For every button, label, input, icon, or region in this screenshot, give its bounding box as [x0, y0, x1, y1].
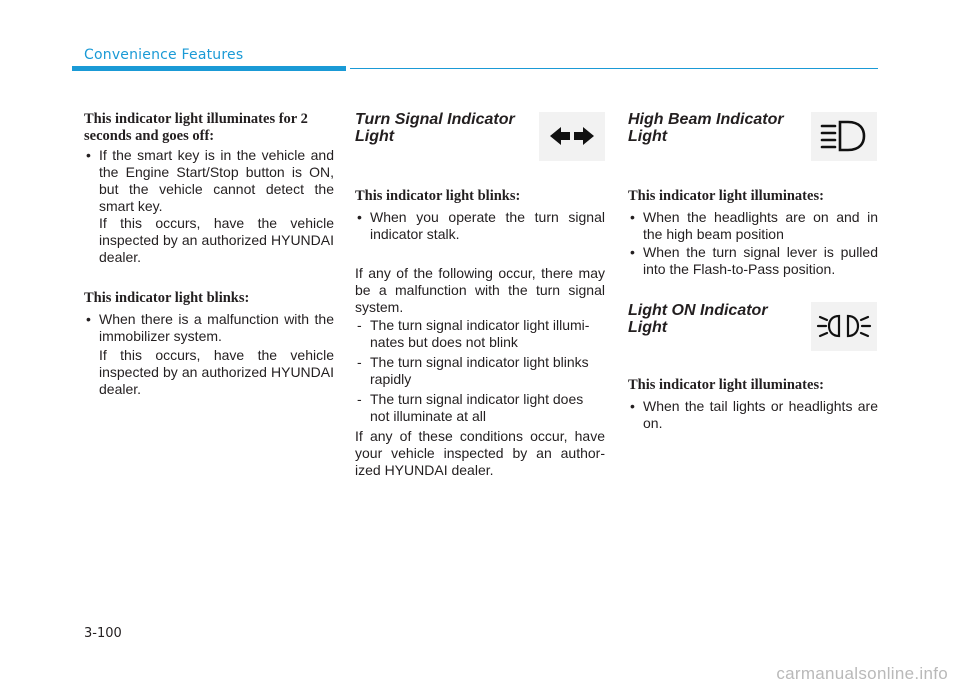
high-beam-icon-box	[811, 112, 877, 161]
heading-blinks-1: This indicator light blinks:	[84, 290, 250, 306]
light-on-icon-box	[811, 302, 877, 351]
header-rule-thick	[72, 66, 346, 71]
dash-item-2: - The turn signal indicator light blinks rapidly	[355, 354, 605, 388]
title-turn-signal: Turn Signal Indicator Light	[355, 111, 515, 145]
section-title: Convenience Features	[84, 47, 244, 63]
page-number: 3-100	[84, 626, 122, 641]
light-on-indicator-icon	[811, 302, 877, 351]
note-inspect-2: If this occurs, have the vehicle inspected by an authorized HYUNDAI dealer.	[99, 347, 334, 397]
dash-item-3: - The turn signal indicator light does not illuminate at all	[355, 391, 605, 425]
dash-item-1: - The turn signal indicator light illumi-nates but does not blink	[355, 317, 605, 351]
para-malfunction: If any of the following occur, there may be a malfunction with the turn signal system.	[355, 265, 605, 315]
high-beam-icon	[811, 112, 877, 161]
heading-illuminates-lo: This indicator light illuminates:	[628, 377, 824, 393]
bullet-high-beam-on: • When the headlights are on and in the high beam position	[628, 209, 878, 243]
bullet-turn-stalk: • When you operate the turn signal indicator stalk.	[355, 209, 605, 243]
heading-blinks-2: This indicator light blinks:	[355, 188, 521, 204]
bullet-flash-to-pass: • When the turn signal lever is pulled into the Flash-to-Pass position.	[628, 244, 878, 278]
para-inspect: If any of these conditions occur, have your vehicle inspected by an author-ized HYUNDAI dealer.	[355, 428, 605, 478]
note-inspect-1: If this occurs, have the vehicle inspected by an authorized HYUNDAI dealer.	[99, 215, 334, 265]
bullet-smart-key: • If the smart key is in the vehicle and the Engine Start/Stop button is ON, but the vehicle cannot detect the smart key.	[84, 147, 334, 215]
heading-illuminates-2s: This indicator light illuminates for 2 seconds and goes off:	[84, 111, 308, 144]
watermark-text: carmanualsonline.info	[776, 664, 948, 683]
bullet-tail-lights: • When the tail lights or headlights are on.	[628, 398, 878, 432]
heading-illuminates-hb: This indicator light illuminates:	[628, 188, 824, 204]
bullet-immobilizer: • When there is a malfunction with the immobilizer system.	[84, 311, 334, 345]
title-high-beam: High Beam Indicator Light	[628, 111, 784, 145]
turn-signal-arrows-icon	[539, 112, 605, 161]
turn-signal-icon-box	[539, 112, 605, 161]
title-light-on: Light ON Indicator Light	[628, 302, 768, 336]
header-rule-thin	[350, 68, 878, 69]
